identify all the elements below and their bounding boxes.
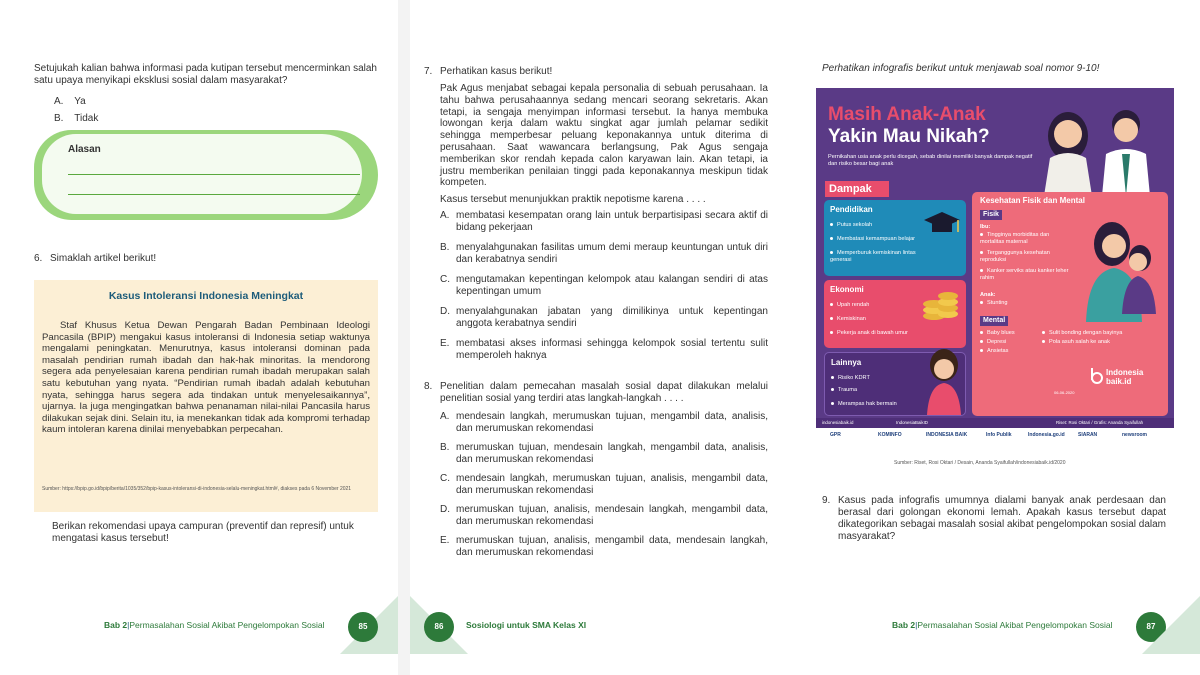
option-text: menyalahgunakan jabatan yang dimilikinya untuk kepentingan anggota kerabatnya sendiri [456,306,768,329]
brand-logo: Indonesia baik.id [1106,368,1144,386]
recommendation-prompt: Berikan rekomendasi upaya campuran (preventif dan represif) untuk mengatasi kasus tersebut! [52,521,354,544]
mental-tag: Mental [980,316,1008,326]
infographic-footer [816,418,1174,446]
page-87 [802,0,1200,675]
social-handle: indonesiabaik.id [822,420,854,425]
footer-title: Sosiologi untuk SMA Kelas XI [466,620,587,630]
option-d[interactable] [440,504,770,535]
partner-logo: INDONESIA BAIK [926,432,968,438]
footer-separator: | [127,620,130,630]
question-stem: Kasus tersebut menunjukkan praktik nepotisme karena . . . . [440,194,706,205]
option-letter: D. [440,504,450,515]
page-number: 85 [348,612,378,642]
option-b[interactable] [440,442,770,473]
page-number: 87 [1136,612,1166,642]
panel-item: Membatasi kemampuan belajar [830,236,915,243]
page-footer [104,620,325,630]
ibu-label: Ibu: [980,224,991,230]
option-b[interactable] [440,242,770,274]
panel-item: Trauma [831,387,857,394]
q8-options [440,411,770,566]
reason-input-area[interactable] [42,134,362,214]
panel-title: Kesehatan Fisik dan Mental [980,196,1085,205]
question-text: Kasus pada infografis umumnya dialami banyak anak perdesaan dan berasal dari golongan ekonomi lemah. Apakah kasus tersebut dapat dikategorikan sebagai masalah sosial akibat pengelompokan sosial dalam masyarakat? [838,495,1166,542]
option-letter: B. [440,442,450,453]
anak-label: Anak: [980,292,996,298]
panel-item: Pekerja anak di bawah umur [830,330,908,337]
question-number: 7. [424,66,433,77]
question-text: Penelitian dalam pemecahan masalah sosial dapat dilakukan melalui penelitian sosial yang terdiri atas langkah-langkah . . . . [440,381,768,404]
panel-item: Pola asuh salah ke anak [1042,339,1110,346]
option-letter: B. [440,242,450,253]
option-c[interactable] [440,274,770,306]
partner-logo: newsroom [1122,432,1148,438]
panel-item: Kemiskinan [830,316,866,323]
option-a[interactable] [440,210,770,242]
article-source: Sumber: https://bpip.go.id/bpip/berita/1035/352/bpip-kasus-intoleransi-di-indonesia-selalu-meningkat.html#, diakses pada 6 November 2021 [42,486,352,492]
option-text: menyalahgunakan fasilitas umum demi meraup keuntungan untuk diri dan kerabatnya sendiri [456,242,768,265]
partner-logo: SIARAN [1078,432,1098,438]
footer-chapter: Bab 2 [104,620,128,630]
option-a[interactable] [440,411,770,442]
option-text: membatasi kesempatan orang lain untuk berpartisipasi secara aktif di bidang pekerjaan [456,210,768,233]
option-letter: C. [440,473,450,484]
page-85 [0,0,398,675]
panel-kesehatan [972,192,1168,416]
infographic-subtitle: Pernikahan usia anak perlu dicegah, sebab dinilai memiliki banyak dampak negatif dan risiko besar bagi anak [828,154,1033,167]
option-d[interactable] [440,306,770,338]
option-letter: E. [440,535,450,546]
infographic-heading: Perhatikan infografis berikut untuk menjawab soal nomor 9-10! [822,63,1100,74]
option-text: mengutamakan kepentingan kelompok atau kalangan sendiri di atas kepentingan umum [456,274,768,297]
panel-item: Baby blues [980,330,1015,337]
infographic-source: Sumber: Riset, Rosi Oktari / Desain, Ananda Syaifullah/indonesiabaik.id/2020 [894,460,1066,466]
infographic [816,88,1174,446]
graduation-cap-icon [922,208,962,242]
panel-item: Ansietas [980,348,1008,355]
infographic-date: 06-06-2020 [1054,390,1075,395]
page-footer [892,620,1113,630]
article-box [34,280,378,512]
partner-logo: GPR [830,432,841,438]
panel-item: Memperburuk kemiskinan lintas generasi [830,250,916,263]
page-number: 86 [424,612,454,642]
panel-item: Stunting [980,300,1008,307]
panel-item: Putus sekolah [830,222,872,229]
panel-item: Kanker serviks atau kanker leher rahim [980,268,1069,281]
question-intro: Setujukah kalian bahwa informasi pada kutipan tersebut mencerminkan salah satu upaya menyikapi eksklusi sosial dalam masyarakat? [34,63,377,86]
question-number: 8. [424,381,433,392]
panel-item: Risiko KDRT [831,375,870,382]
dampak-label: Dampak [825,181,889,197]
option-a[interactable] [54,96,86,108]
infographic-title: Yakin Mau Nikah? [828,126,990,147]
option-text: mendesain langkah, merumuskan tujuan, analisis, mengambil data, dan merumuskan rekomendasi [456,473,768,496]
question-title: Perhatikan kasus berikut! [440,66,553,77]
panel-item: Sulit bonding dengan bayinya [1042,330,1122,337]
option-letter: A. [440,210,450,221]
panel-title: Ekonomi [830,285,864,294]
infographic-credits: Riset: Rosi Oktari / Grafis: Ananda Syaifullah [1056,420,1144,425]
answer-line [68,194,360,195]
fisik-tag: Fisik [980,210,1002,220]
option-text: membatasi akses informasi sehingga kelompok sosial tertentu sulit memperoleh haknya [456,338,768,361]
footer-title: Permasalahan Sosial Akibat Pengelompokan Sosial [129,620,325,630]
article-title: Kasus Intoleransi Indonesia Meningkat [108,290,304,302]
panel-item: Upah rendah [830,302,869,309]
panel-item: Depresi [980,339,1006,346]
option-letter: A. [54,96,64,107]
option-text: merumuskan tujuan, analisis, mengambil data, mendesain langkah, dan merumuskan rekomendasi [456,535,768,558]
option-b[interactable] [54,113,98,125]
panel-title: Lainnya [831,358,862,367]
option-letter: B. [54,113,64,124]
option-c[interactable] [440,473,770,504]
couple-illustration [1030,96,1170,196]
footer-chapter: Bab 2 [892,620,916,630]
option-letter: C. [440,274,450,285]
panel-ekonomi [824,280,966,348]
option-text: Tidak [74,113,99,124]
partner-logo: KOMINFO [878,432,902,438]
panel-item: Merampas hak bermain [831,401,897,408]
question-number: 9. [822,495,831,506]
page-gutter [398,0,410,675]
option-text: Ya [74,96,86,107]
option-letter: E. [440,338,450,349]
answer-line [68,174,360,175]
reason-box [34,130,378,220]
partner-logo: Indonesia.go.id [1028,432,1065,438]
page-footer [466,620,586,630]
option-text: merumuskan tujuan, mendesain langkah, mengambil data, analisis, dan merumuskan rekomendasi [456,442,768,465]
reason-label: Alasan [68,144,101,155]
brand-icon [1090,366,1104,384]
infographic-title: Masih Anak-Anak [828,104,986,125]
article-body: Staf Khusus Ketua Dewan Pengarah Badan Pembinaan Ideologi Pancasila (BPIP) mengakui kasus intoleransi di Indonesia setiap waktunya mengalami peningkatan. Menurutnya, kasus intoleransi dominan pada masalah pendirian rumah ibadah dan hak-hak minoritas. Ia mendorong segera ada penyelesaian karena pendirian rumah ibadah merupakan salah satu kebutuhan yang nyata. “Pendirian rumah ibadah adalah kebutuhan nyata, sehingga harus segera ada tindakan untuk menyelesaikannya”, ujarnya. Ia juga mengingatkan bahwa penanaman nilai-nilai Pancasila harus dilakukan sejak dini. Selain itu, ia menekankan tidak ada kompromi terhadap kaum intoleran karena dinilai menyebabkan perpecahan. [42,320,370,436]
social-handle: IndonesiaBaikID [896,420,928,425]
panel-pendidikan [824,200,966,276]
option-text: mendesain langkah, merumuskan tujuan, mengambil data, analisis, dan merumuskan rekomendasi [456,411,768,434]
panel-lainnya [824,352,966,416]
question-number: 6. [34,253,43,264]
panel-title: Pendidikan [830,205,873,214]
option-letter: D. [440,306,450,317]
mother-child-illustration [1076,214,1166,322]
panel-item: Terganggunya kesehatan reproduksi [980,250,1050,263]
option-text: merumuskan tujuan, analisis, mendesain langkah, mengambil data, dan merumuskan rekomendasi [456,504,768,527]
option-e[interactable] [440,338,770,370]
footer-title: Permasalahan Sosial Akibat Pengelompokan Sosial [917,620,1113,630]
option-letter: A. [440,411,450,422]
partner-logo: Info Publik [986,432,1012,438]
footer-separator: | [915,620,918,630]
q7-options [440,210,770,370]
case-text: Pak Agus menjabat sebagai kepala personalia di sebuah perusahaan. Ia tahu bahwa perusahaannya sedang mencari seorang sekretaris. Akan tetapi, ia sengaja menyimpan informasi tersebut. Ia hanya membuka lowongan kerja dalam waktu singkat agar jumlah pelamar sedikit sehingga memperbesar peluang keponakannya untuk diterima di perusahaan. Saat wawancara berlangsung, Pak Agus sengaja memberikan skor rendah kepada calon karyawan lain. Akan tetapi, ia justru memberikan penilaian tinggi pada keponakannya meskipun tidak kompeten. [440,83,768,189]
sad-girl-illustration [923,345,965,415]
panel-item: Tingginya morbiditas dan mortalitas maternal [980,232,1050,245]
question-text: Simaklah artikel berikut! [50,253,157,264]
option-e[interactable] [440,535,770,566]
coins-icon [920,286,960,322]
page-86 [410,0,802,675]
